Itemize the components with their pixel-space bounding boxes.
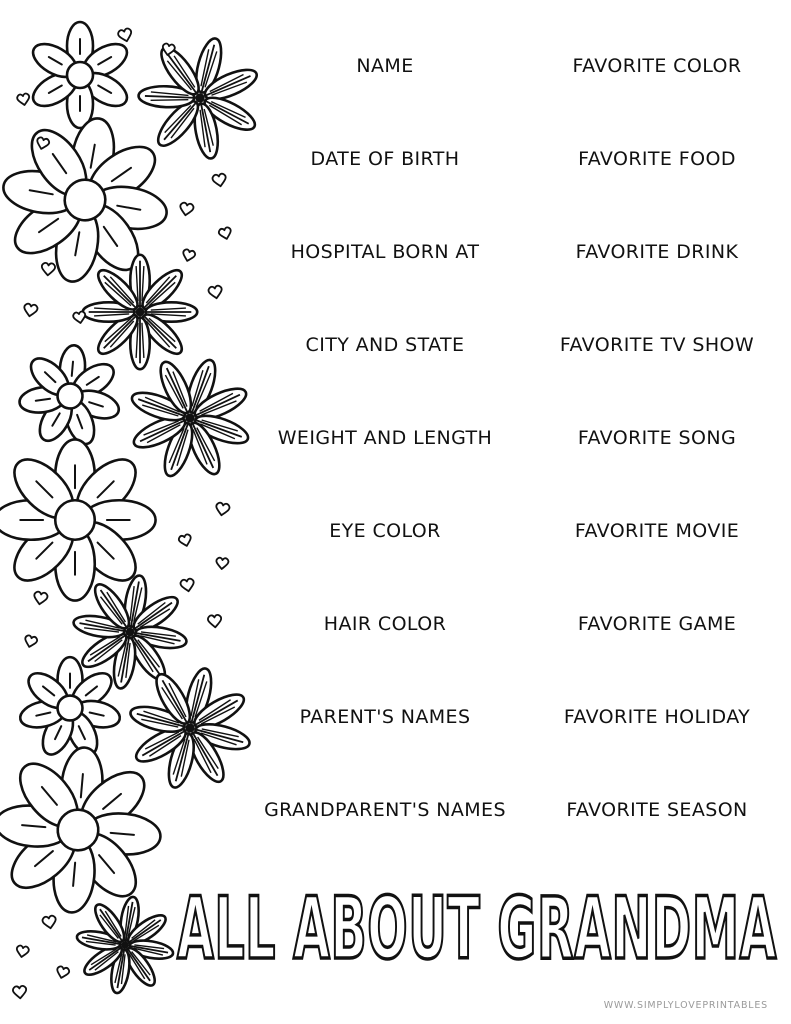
prompt-favorite-color: FAVORITE COLOR: [572, 55, 742, 77]
heart-icon: [216, 557, 229, 569]
heart-icon: [17, 93, 31, 106]
heart-icon: [117, 28, 133, 43]
heart-icon: [208, 285, 223, 299]
title-text: ALL ABOUT GRANDMA: [177, 880, 777, 970]
flower-7: [0, 439, 156, 600]
heart-icon: [73, 311, 87, 324]
heart-icon: [215, 502, 230, 516]
heart-icon: [180, 578, 195, 592]
page-title: [170, 880, 785, 970]
flower-4: [83, 255, 197, 369]
prompt-favorite-food: FAVORITE FOOD: [578, 148, 736, 170]
prompt-weight-and-length: WEIGHT AND LENGTH: [277, 427, 493, 449]
prompt-hospital-born-at: HOSPITAL BORN AT: [290, 241, 480, 263]
flower-9: [18, 657, 123, 759]
prompt-name: NAME: [356, 55, 414, 77]
heart-icon: [55, 966, 70, 980]
heart-icon: [16, 945, 30, 958]
prompt-hair-color: HAIR COLOR: [323, 613, 447, 635]
prompt-favorite-song: FAVORITE SONG: [577, 427, 737, 449]
prompt-favorite-game: FAVORITE GAME: [577, 613, 737, 635]
heart-icon: [23, 303, 38, 317]
prompt-parents-names: PARENT'S NAMES: [299, 706, 471, 728]
prompt-date-of-birth: DATE OF BIRTH: [310, 148, 460, 170]
flower-11: [0, 740, 168, 919]
heart-icon: [212, 173, 227, 187]
heart-icon: [13, 986, 27, 999]
heart-icon: [179, 202, 194, 216]
prompt-favorite-holiday: FAVORITE HOLIDAY: [563, 706, 751, 728]
heart-icon: [178, 534, 193, 548]
heart-icon: [181, 249, 196, 263]
heart-icon: [33, 591, 48, 605]
prompt-favorite-movie: FAVORITE MOVIE: [574, 520, 740, 542]
prompt-grandparents-names: GRANDPARENT'S NAMES: [264, 799, 506, 821]
prompt-favorite-tv-show: FAVORITE TV SHOW: [559, 334, 755, 356]
watermark: WWW.SIMPLYLOVEPRINTABLES: [603, 1000, 768, 1011]
heart-icon: [208, 615, 222, 628]
prompt-favorite-drink: FAVORITE DRINK: [575, 241, 739, 263]
flower-3: [0, 104, 181, 296]
prompt-city-and-state: CITY AND STATE: [305, 334, 465, 356]
heart-icon: [42, 915, 57, 929]
heart-icon: [41, 263, 55, 276]
flower-5: [13, 341, 126, 452]
flower-1: [28, 22, 133, 128]
flower-border: [0, 0, 260, 1024]
prompt-eye-color: EYE COLOR: [329, 520, 441, 542]
heart-icon: [218, 227, 233, 241]
heart-icon: [23, 635, 38, 649]
prompt-favorite-season: FAVORITE SEASON: [566, 799, 748, 821]
